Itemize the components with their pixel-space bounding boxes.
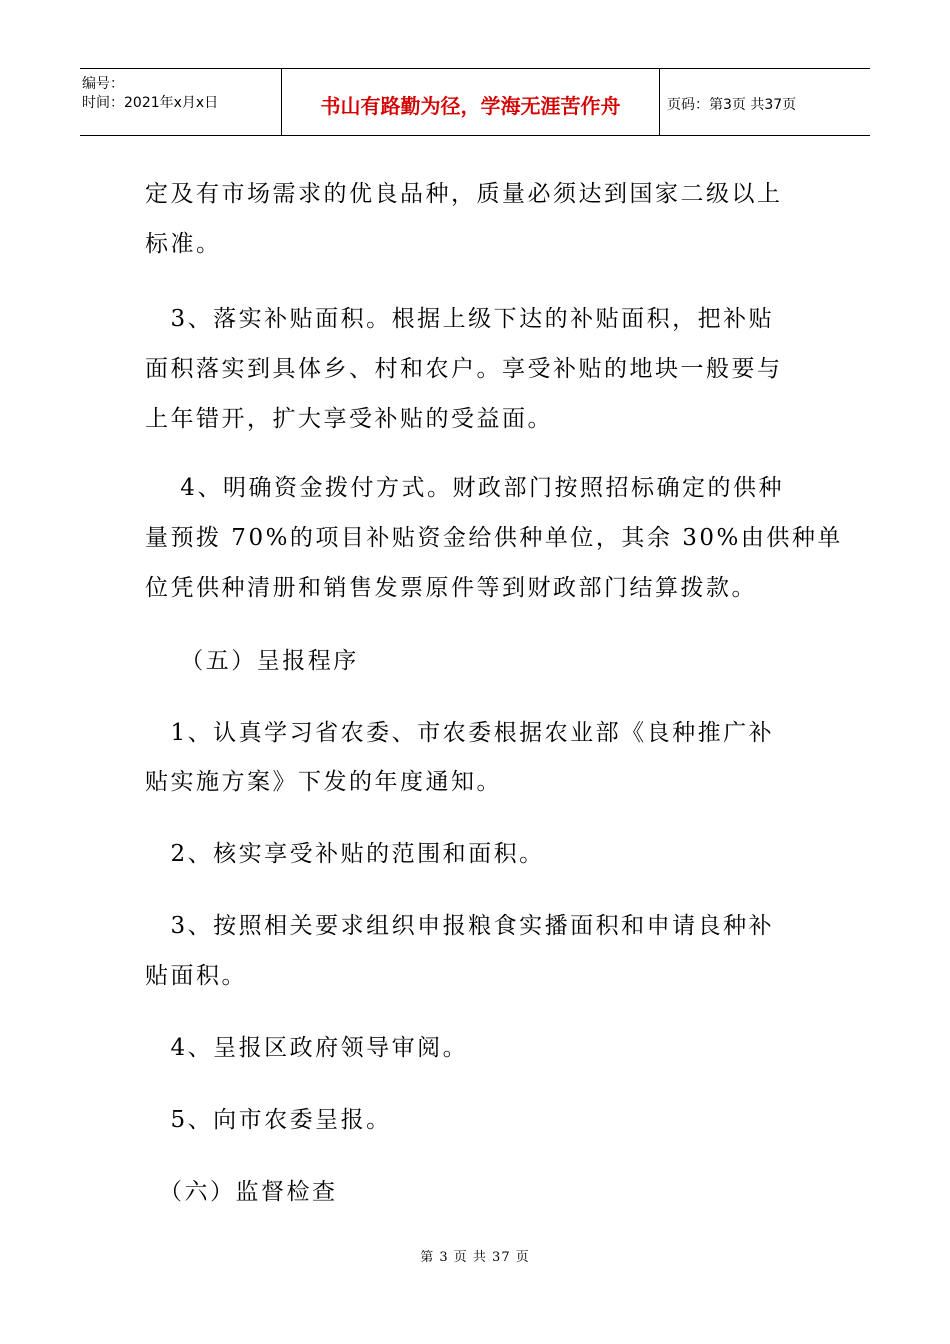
paragraph-line: 面积落实到具体乡、村和农户。享受补贴的地块一般要与	[145, 356, 783, 382]
header-page-info: 页码：第3页 共37页	[667, 97, 797, 113]
page-footer: 第 3 页 共 37 页	[420, 1250, 530, 1265]
page-header	[80, 68, 870, 136]
paragraph-line: 3、落实补贴面积。根据上级下达的补贴面积，把补贴	[145, 306, 775, 332]
header-meta	[80, 69, 281, 135]
section-heading: （五）呈报程序	[145, 648, 359, 674]
paragraph-line: 4、呈报区政府领导审阅。	[145, 1035, 469, 1061]
paragraph-line: 标准。	[145, 231, 222, 257]
header-motto: 书山有路勤为径，学海无涯苦作舟	[281, 69, 660, 135]
paragraph-line: 5、向市农委呈报。	[145, 1107, 392, 1133]
paragraph-line: 定及有市场需求的优良品种，质量必须达到国家二级以上	[145, 181, 783, 207]
paragraph-line: 3、按照相关要求组织申报粮食实播面积和申请良种补	[145, 913, 775, 939]
section-heading: （六）监督检查	[145, 1179, 338, 1205]
paragraph-line: 上年错开，扩大享受补贴的受益面。	[145, 406, 553, 432]
paragraph-line: 2、核实享受补贴的范围和面积。	[145, 841, 545, 867]
paragraph-line: 贴实施方案》下发的年度通知。	[145, 769, 502, 795]
paragraph-line: 位凭供种清册和销售发票原件等到财政部门结算拨款。	[145, 575, 757, 601]
paragraph-line: 1、认真学习省农委、市农委根据农业部《良种推广补	[145, 720, 775, 746]
paragraph-line: 量预拨 70%的项目补贴资金给供种单位，其余 30%由供种单	[145, 525, 843, 551]
paragraph-line: 贴面积。	[145, 963, 247, 989]
paragraph-line: 4、明确资金拨付方式。财政部门按照招标确定的供种	[145, 475, 784, 501]
document-date-label: 时间：2021年x月x日	[82, 95, 219, 111]
document-number-label: 编号：	[82, 76, 124, 92]
